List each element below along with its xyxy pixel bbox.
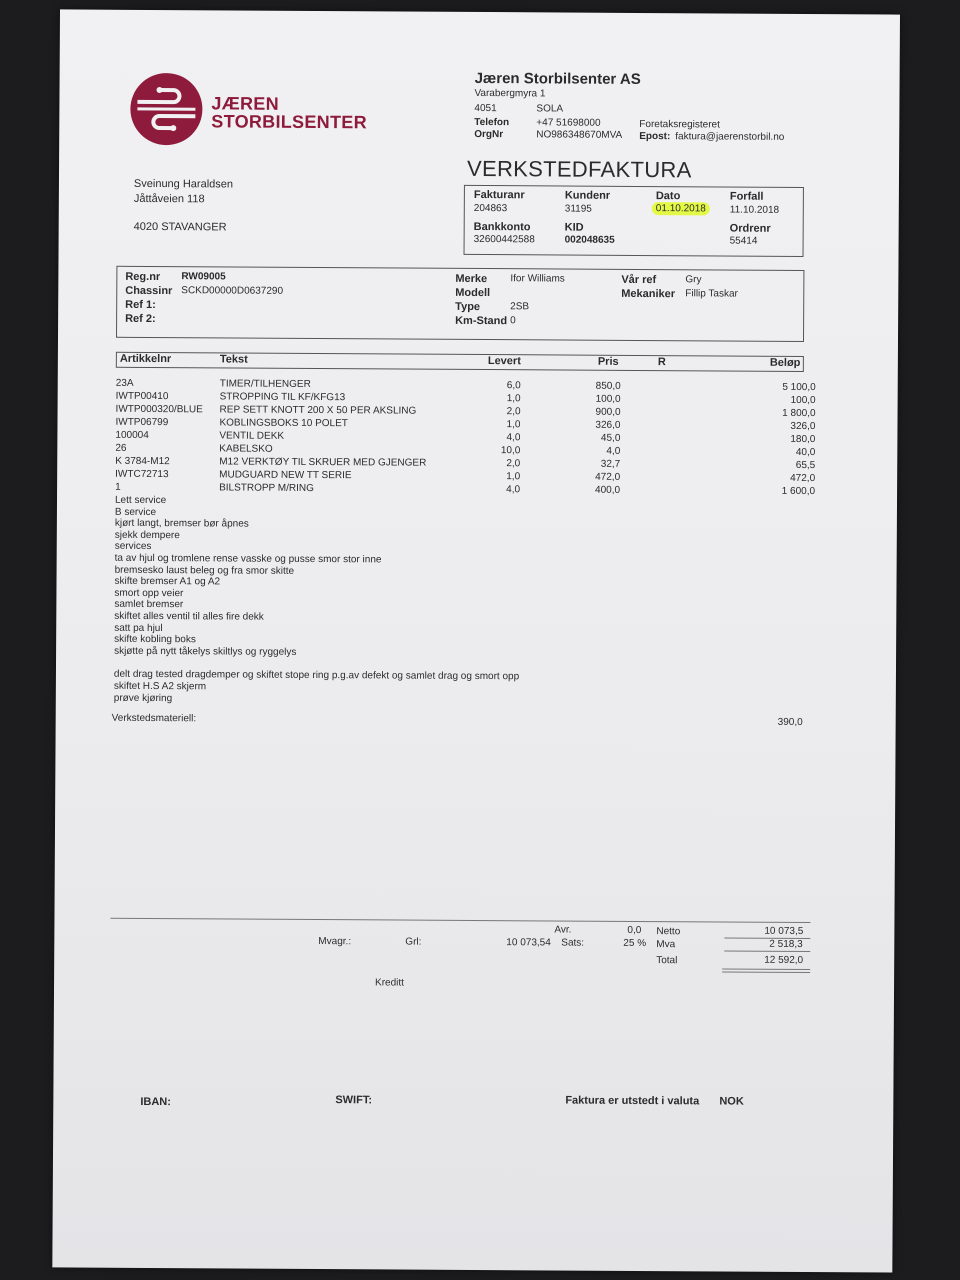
dato-value [656, 203, 710, 214]
row-lev: 1,0 [506, 419, 521, 431]
ref1-label: Ref 1: [125, 298, 156, 312]
km-value: 0 [510, 315, 516, 327]
row-pris: 100,0 [595, 393, 621, 405]
row-pris: 900,0 [595, 406, 621, 418]
netto-value: 10 073,5 [764, 925, 804, 937]
note-line: sjekk dempere [114, 529, 180, 541]
forfall-label: Forfall [729, 190, 764, 203]
logo-wordmark: JÆREN STORBILSENTER [211, 93, 367, 133]
type-value: 2SB [510, 301, 530, 313]
row-pris: 32,7 [600, 458, 621, 470]
note-line: Lett service [114, 494, 167, 507]
regnr-value: RW09005 [181, 271, 226, 283]
mvagr-label: Mvagr.: [318, 936, 352, 948]
row-txt: KOBLINGSBOKS 10 POLET [219, 417, 348, 430]
row-art: 26 [115, 442, 127, 454]
row-lev: 10,0 [500, 445, 521, 457]
bankkonto-value: 32600442588 [473, 233, 535, 246]
note-line: delt drag tested dragdemper og skiftet stope ring p.g.av defekt og samlet drag og smort opp [113, 669, 520, 683]
km-label: Km-Stand [455, 314, 508, 328]
company-postcode: 4051 [474, 102, 497, 115]
mekaniker-label: Mekaniker [621, 287, 676, 301]
fakturanr-label: Fakturanr [473, 188, 525, 202]
row-bel: 5 100,0 [782, 381, 816, 394]
bankkonto-label: Bankkonto [473, 220, 531, 234]
col-artikkelnr: Artikkelnr [119, 352, 172, 366]
sats-value: 25 % [623, 937, 647, 950]
phone-label: Telefon [474, 116, 510, 129]
document-title: VERKSTEDFAKTURA [466, 155, 692, 183]
row-bel: 1 600,0 [781, 485, 816, 498]
dato-highlight: 01.10.2018 [652, 202, 710, 215]
invoice-lines [115, 378, 816, 499]
row-bel: 40,0 [795, 446, 816, 459]
kundenr-label: Kundenr [564, 189, 611, 202]
row-lev: 1,0 [506, 393, 521, 405]
company-address: Varabergmyra 1 [474, 87, 546, 100]
row-art: IWTP06799 [115, 416, 169, 429]
iban-label: IBAN: [140, 1095, 171, 1109]
row-lev: 2,0 [506, 406, 521, 418]
row-txt: TIMER/TILHENGER [219, 378, 311, 390]
row-art: 1 [115, 481, 121, 493]
row-bel: 326,0 [790, 420, 816, 433]
row-pris: 400,0 [595, 484, 621, 496]
company-orgnr: NO986348670MVA [536, 129, 623, 141]
row-art: IWTP000320/BLUE [115, 403, 203, 416]
mva-label: Mva [656, 939, 676, 951]
avr-value: 0,0 [627, 924, 642, 937]
orgnr-label: OrgNr [474, 128, 504, 141]
row-art: 23A [115, 377, 134, 389]
row-lev: 4,0 [506, 432, 521, 444]
regnr-label: Reg.nr [125, 270, 161, 284]
varref-value: Gry [685, 274, 702, 286]
row-txt: STROPPING TIL KF/KFG13 [219, 391, 346, 404]
note-line: ta av hjul og tromlene rense vasske og pusse smor stor inne [114, 552, 382, 566]
total-underline-2 [722, 971, 810, 973]
col-belop: Beløp [769, 356, 801, 369]
customer-city: 4020 STAVANGER [133, 220, 227, 234]
total-underline-1 [722, 968, 810, 970]
avr-label: Avr. [554, 924, 572, 936]
varref-label: Vår ref [621, 273, 657, 287]
row-txt: M12 VERKTØY TIL SKRUER MED GJENGER [219, 456, 427, 469]
modell-label: Modell [455, 286, 491, 300]
material-label: Verkstedsmateriell: [111, 712, 197, 725]
note-line: services [114, 541, 152, 553]
kundenr-value: 31195 [564, 203, 592, 215]
grl-label: Grl: [405, 936, 422, 948]
row-art: 100004 [115, 429, 149, 441]
kreditt-label: Kreditt [375, 977, 405, 989]
row-lev: 2,0 [506, 458, 521, 470]
swift-label: SWIFT: [335, 1094, 373, 1107]
note-line: prøve kjøring [113, 692, 173, 704]
col-levert: Levert [487, 355, 521, 368]
company-phone: +47 51698000 [536, 117, 601, 129]
row-txt: REP SETT KNOTT 200 X 50 PER AKSLING [219, 404, 417, 417]
merke-label: Merke [455, 272, 488, 286]
row-lev: 1,0 [506, 471, 521, 483]
col-tekst: Tekst [219, 353, 248, 366]
chassis-value: SCKD00000D0637290 [181, 285, 284, 297]
kid-label: KID [564, 221, 584, 234]
note-line: skiftet alles ventil til alles fire dekk [114, 610, 264, 623]
row-pris: 326,0 [595, 419, 621, 431]
invoice-paper [52, 9, 900, 1272]
row-bel: 65,5 [795, 459, 816, 472]
col-rabatt: R [657, 356, 666, 369]
note-line: samlet bremser [114, 599, 184, 611]
row-txt: KABELSKO [219, 443, 273, 455]
email-label: Epost: [639, 130, 671, 143]
note-line: skjøtte på nytt tåkelys skiltlys og ryggelys [114, 645, 297, 658]
dato-label: Dato [655, 190, 681, 203]
company-registry: Foretaksregisteret [639, 118, 720, 131]
type-label: Type [455, 300, 481, 314]
mva-underline [724, 951, 810, 953]
work-notes [114, 495, 521, 707]
ordrenr-label: Ordrenr [729, 222, 771, 235]
note-line: skifte bremser A1 og A2 [114, 575, 221, 588]
row-lev: 6,0 [506, 380, 521, 392]
mekaniker-value: Fillip Taskar [685, 288, 738, 300]
company-name: Jæren Storbilsenter AS [474, 69, 641, 88]
row-pris: 45,0 [600, 432, 621, 444]
forfall-value: 11.10.2018 [729, 204, 780, 216]
merke-value: Ifor Williams [510, 273, 565, 285]
material-value: 390,0 [777, 716, 803, 728]
row-bel: 1 800,0 [782, 407, 816, 420]
row-art: K 3784-M12 [115, 455, 170, 468]
note-line: skifte kobling boks [114, 633, 196, 646]
total-value: 12 592,0 [764, 954, 804, 966]
ordrenr-value: 55414 [729, 235, 758, 247]
company-email: faktura@jaerenstorbil.no [675, 131, 785, 143]
row-txt: VENTIL DEKK [219, 430, 285, 442]
note-line: skiftet H.S A2 skjerm [113, 680, 207, 693]
col-pris: Pris [597, 355, 619, 368]
valuta-value: NOK [719, 1095, 744, 1108]
row-pris: 850,0 [595, 380, 621, 392]
row-art: IWTP00410 [115, 390, 169, 403]
netto-label: Netto [656, 926, 681, 938]
sats-label: Sats: [561, 937, 585, 949]
row-txt: MUDGUARD NEW TT SERIE [219, 469, 352, 482]
valuta-label: Faktura er utstedt i valuta [565, 1094, 700, 1108]
kid-value: 002048635 [564, 234, 615, 246]
fakturanr-value: 204863 [473, 202, 508, 215]
row-bel: 100,0 [790, 394, 816, 407]
customer-street: Jåttåveien 118 [133, 192, 205, 206]
chassis-label: Chassinr [125, 284, 173, 298]
row-bel: 472,0 [790, 472, 816, 485]
row-pris: 4,0 [606, 445, 621, 457]
ref2-label: Ref 2: [125, 312, 156, 326]
row-pris: 472,0 [595, 471, 621, 483]
totals-divider [110, 918, 810, 923]
row-lev: 4,0 [506, 484, 521, 496]
company-city: SOLA [536, 103, 564, 115]
note-line: smort opp veier [114, 587, 184, 599]
grl-value: 10 073,54 [506, 937, 551, 949]
note-line: kjørt langt, bremser bør åpnes [114, 517, 249, 530]
row-bel: 180,0 [790, 433, 816, 446]
total-label: Total [656, 955, 678, 967]
note-line: B service [114, 506, 157, 518]
row-art: IWTC72713 [115, 468, 169, 481]
customer-name: Sveinung Haraldsen [133, 177, 234, 191]
row-txt: BILSTROPP M/RING [219, 482, 314, 494]
note-line: bremsesko laust beleg og fra smor skitte [114, 564, 295, 577]
mva-value: 2 518,3 [769, 938, 803, 950]
note-line: satt pa hjul [114, 622, 163, 634]
